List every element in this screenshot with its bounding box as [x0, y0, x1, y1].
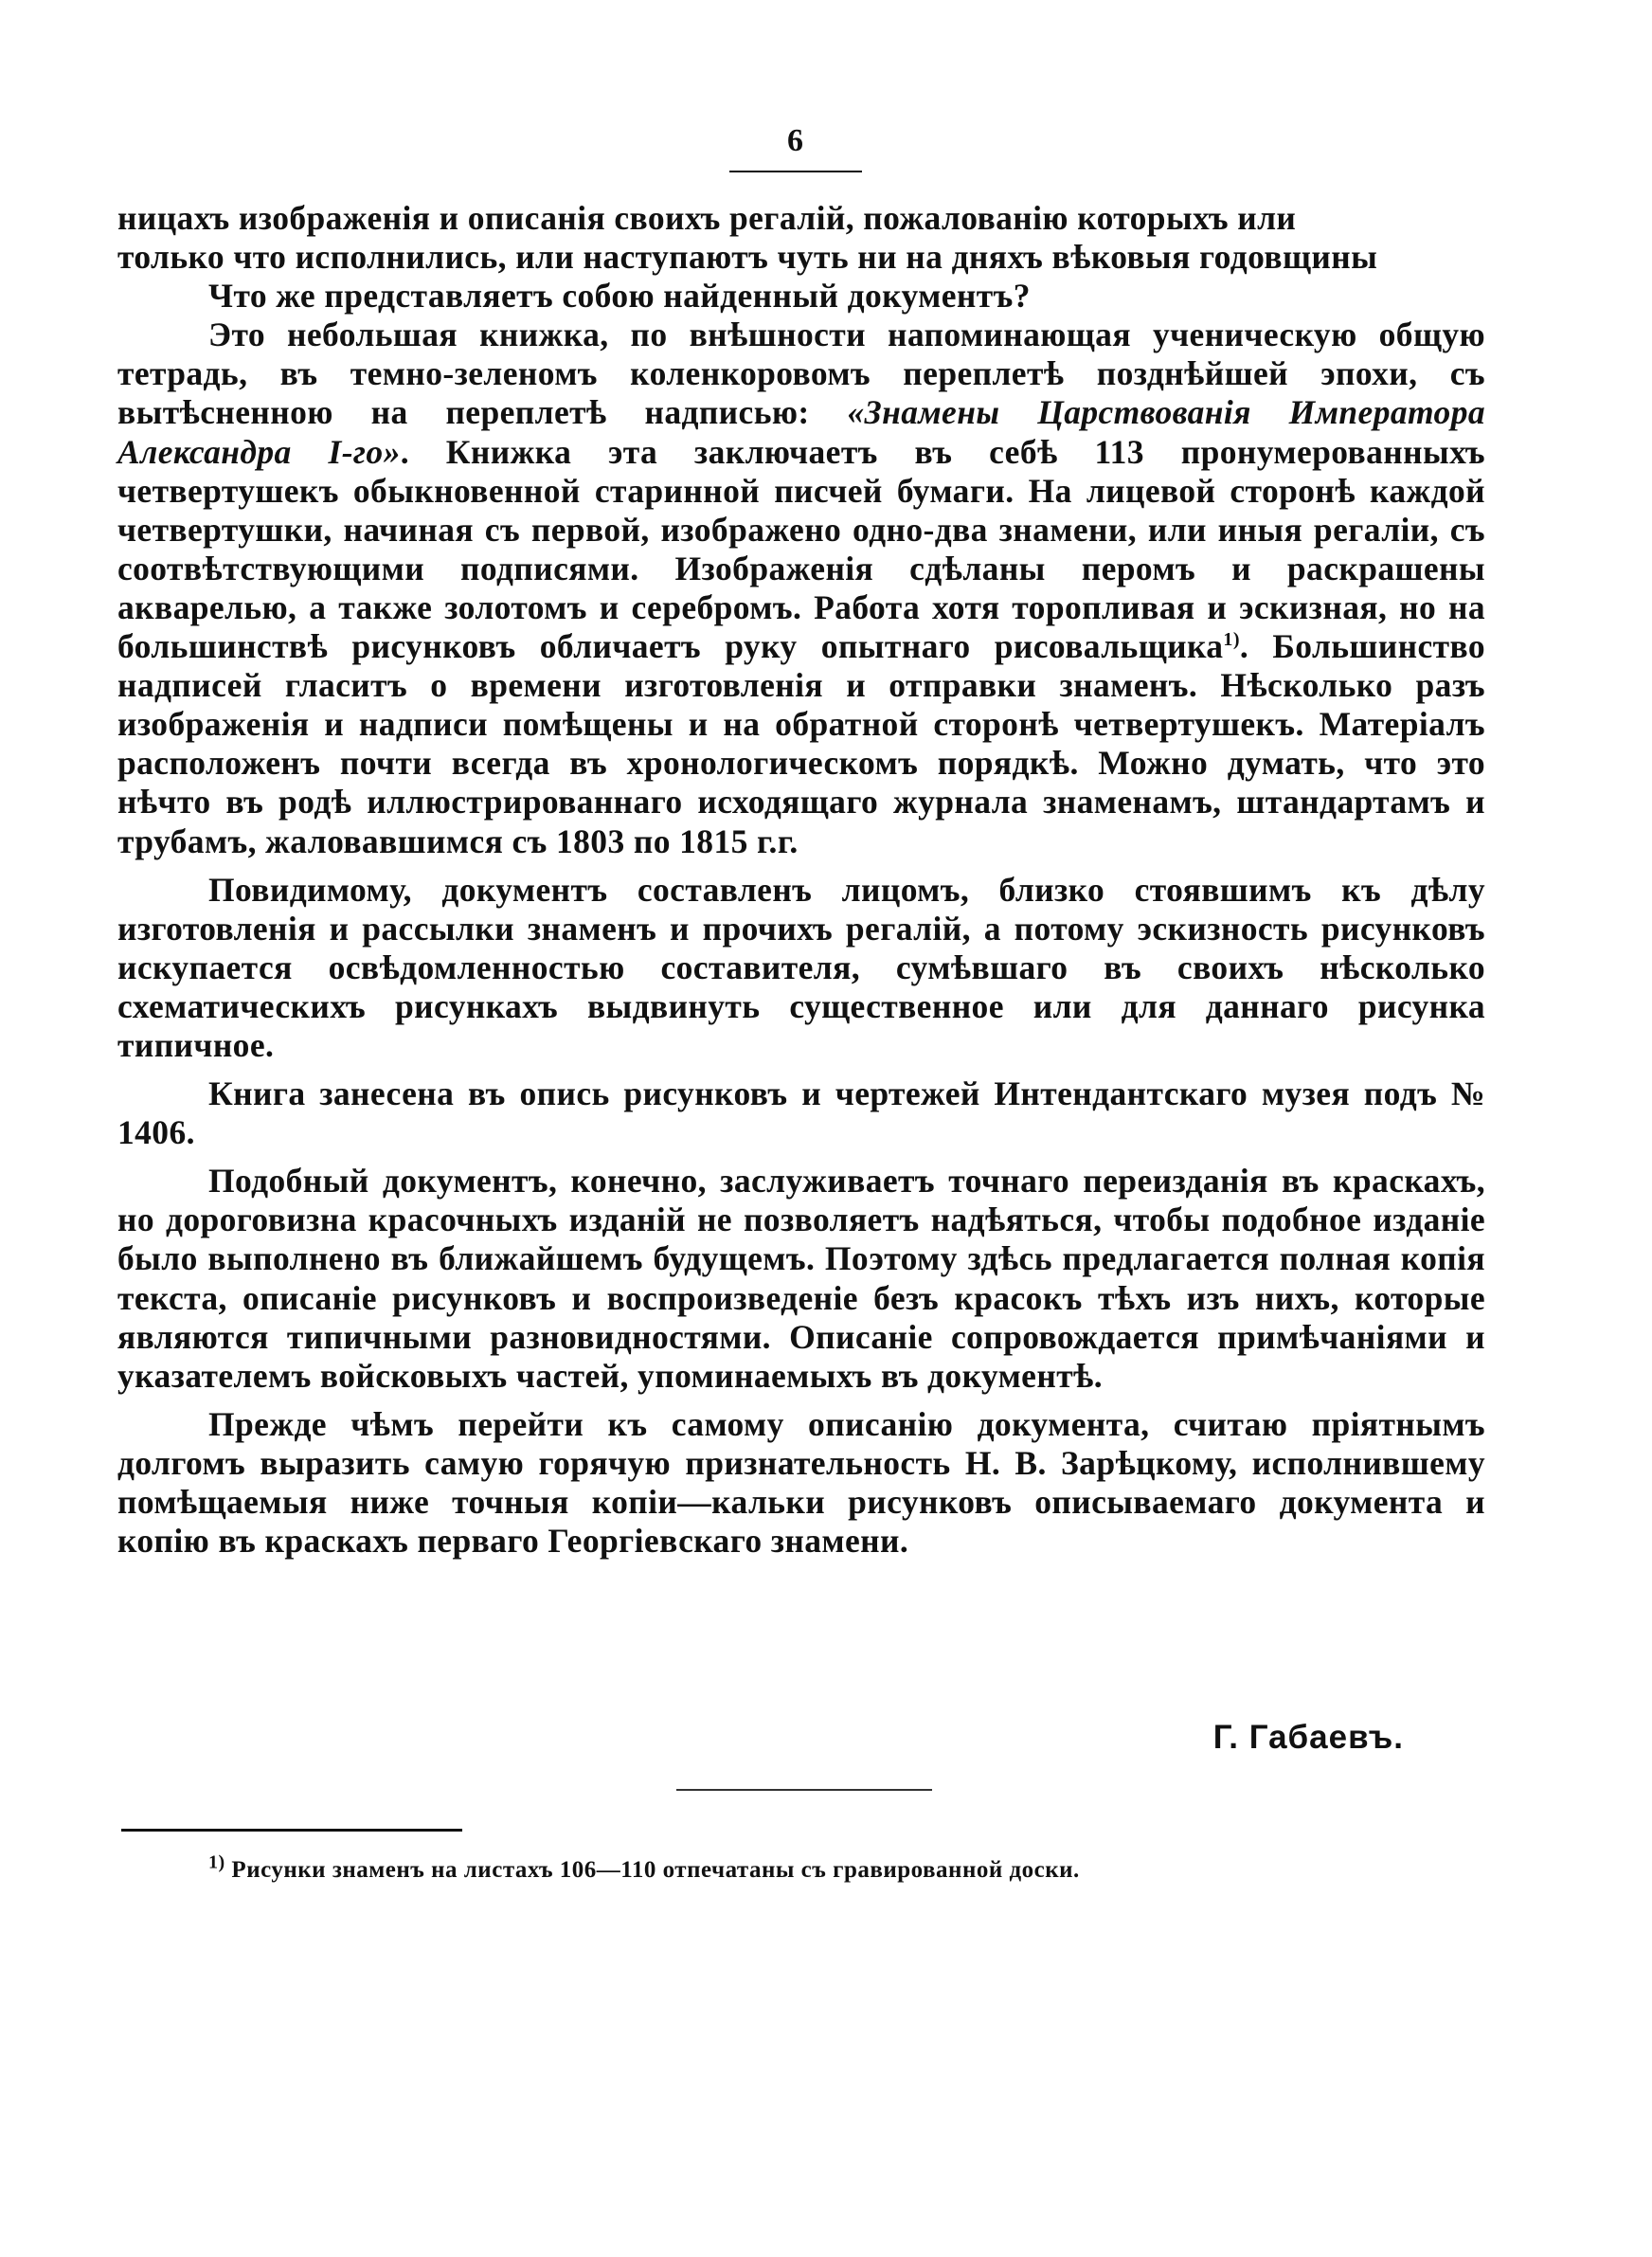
footnote-text: Рисунки знаменъ на листахъ 106—110 отпечатаны съ гравированной доски. [231, 1857, 1080, 1883]
page-number-underline [729, 171, 862, 172]
book-title: «Знамены Царствованія Императора Александра І-го» [117, 393, 1486, 471]
description-text-a: Это небольшая книжка, по внѣшности напоминающая ученическую общую тетрадь, въ темно-зеленомъ коленкоровомъ переплетѣ позднѣйшей эпохи, съ вытѣсненною на переплетѣ надписью: [117, 316, 1485, 432]
question-paragraph: Что же представляетъ собою найденный документъ? [208, 277, 1031, 316]
footnote-reference: 1) [1223, 629, 1240, 651]
author-paragraph: Повидимому, документъ составленъ лицомъ, близко стоявшимъ къ дѣлу изготовленія и рассылки знаменъ и прочихъ регалій, а потому эскизность рисунковъ искупается освѣдомленностью составителя, сумѣвшаго въ своихъ нѣсколько схематическихъ рисункахъ выдвинуть существенное или для даннаго рисунка типичное. [117, 870, 1485, 1064]
description-text-b: . Книжка эта заключаетъ въ себѣ 113 пронумерованныхъ четвертушекъ обыкновенной старинной писчей бумаги. На лицевой сторонѣ каждой четвертушки, начиная съ первой, изображено одно-два знамени, или иныя регаліи, съ соотвѣтствующими подписями. Изображенія сдѣланы перомъ и раскрашены акварелью, а также золотомъ и серебромъ. Работа хотя торопливая и эскизная, но на большинствѣ рисунковъ обличаетъ руку опытнаго рисовальщика [117, 432, 1485, 666]
continued-line-1: ницахъ изображенія и описанія своихъ регалій, пожалованію которыхъ или [117, 199, 1297, 237]
page-number: 6 [787, 123, 804, 158]
continued-paragraph [117, 199, 1485, 277]
continued-line-2: только что исполнились, или наступаютъ чуть ни на дняхъ вѣковыя годовщины [117, 238, 1378, 277]
publication-paragraph: Подобный документъ, конечно, заслуживаетъ точнаго переизданія въ краскахъ, но дороговизна красочныхъ изданій не позволяетъ надѣяться, чтобы подобное изданіе было выполнено въ ближайшемъ будущемъ. Поэтому здѣсь предлагается полная копія текста, описаніе рисунковъ и воспроизведеніе безъ красокъ тѣхъ изъ нихъ, которые являются типичными разновидностями. Описаніе сопровождается примѣчаніями и указателемъ войсковыхъ частей, упоминаемыхъ въ документѣ. [117, 1162, 1485, 1395]
author-signature: Г. Габаевъ. [1212, 1719, 1404, 1756]
inventory-paragraph: Книга занесена въ опись рисунковъ и чертежей Интендантскаго музея подъ № 1406. [117, 1074, 1485, 1152]
acknowledgement-paragraph: Прежде чѣмъ перейти къ самому описанію документа, считаю пріятнымъ долгомъ выразить самую горячую признательность Н. В. Зарѣцкому, исполнившему помѣщаемыя ниже точныя копіи—кальки рисунковъ описываемаго документа и копію въ краскахъ перваго Георгіевскаго знамени. [117, 1404, 1485, 1561]
footnote-marker: 1) [208, 1851, 225, 1873]
footnote [208, 1851, 1345, 1884]
main-text [117, 199, 1485, 1561]
end-separator [676, 1789, 932, 1791]
description-text-c: . Большинство надписей гласитъ о времени изготовленія и отправки знаменъ. Нѣсколько разъ изображенія и надписи помѣщены и на обратной сторонѣ четвертушекъ. Матеріалъ расположенъ почти всегда въ хронологическомъ порядкѣ. Можно думать, что это нѣчто въ родѣ иллюстрированнаго исходящаго журнала знаменамъ, штандартамъ и трубамъ, жаловавшимся съ 1803 по 1815 г.г. [117, 627, 1485, 860]
description-paragraph [117, 316, 1485, 860]
footnote-separator [121, 1829, 462, 1832]
